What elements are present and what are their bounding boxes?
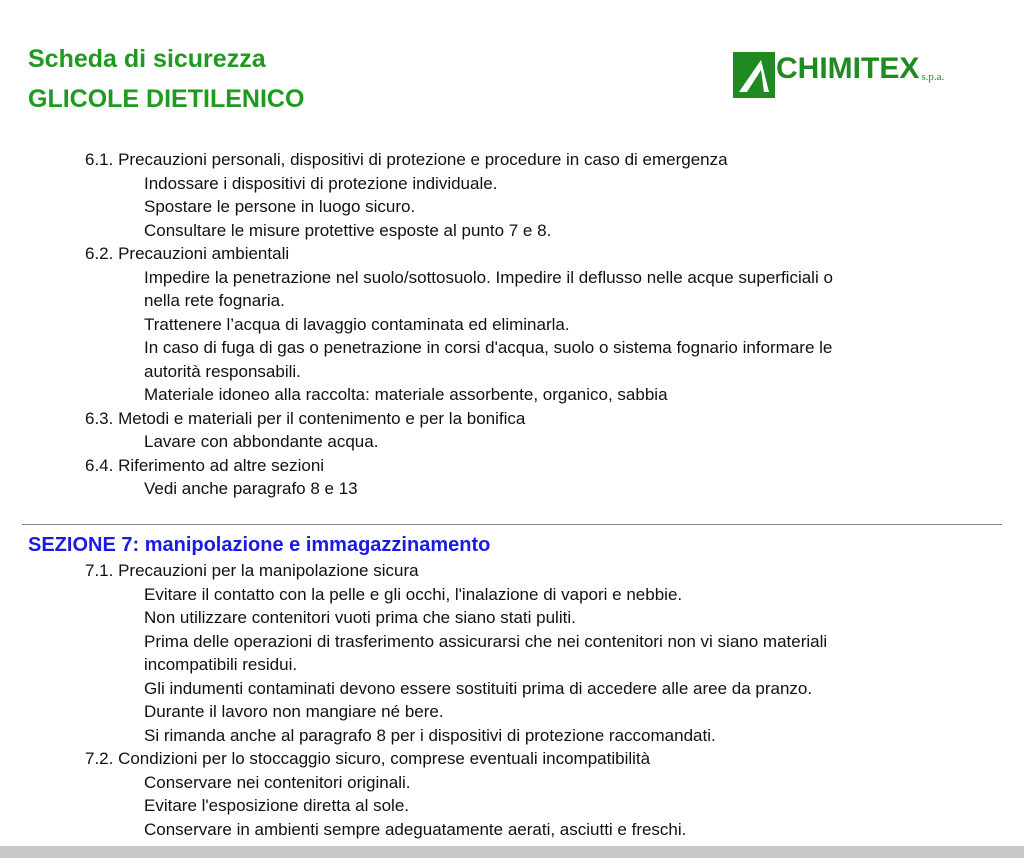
instruction-line: Trattenere l’acqua di lavaggio contaminata ed eliminarla. — [144, 314, 570, 334]
company-logo — [733, 52, 944, 98]
product-name-title: GLICOLE DIETILENICO — [28, 85, 305, 113]
instruction-line: Evitare l'esposizione diretta al sole. — [144, 796, 409, 815]
instruction-line: In caso di fuga di gas o penetrazione in corsi d'acqua, suolo o sistema fognario informare le — [144, 338, 833, 357]
subsection-heading: 7.1. Precauzioni per la manipolazione sicura — [85, 561, 419, 580]
instruction-line: Durante il lavoro non mangiare né bere. — [144, 702, 444, 721]
chimitex-logo-mark-icon — [733, 52, 775, 98]
instruction-line: Vedi anche paragrafo 8 e 13 — [144, 479, 358, 498]
instruction-line: Conservare nei contenitori originali. — [144, 772, 411, 792]
instruction-line: Prima delle operazioni di trasferimento assicurarsi che nei contenitori non vi siano materiali — [144, 631, 828, 651]
section-6-content — [0, 148, 1024, 501]
subsection-heading: 6.4. Riferimento ad altre sezioni — [85, 455, 325, 475]
section-7-content — [0, 559, 1024, 841]
subsection-heading: 6.1. Precauzioni personali, dispositivi di protezione e procedure in caso di emergenza — [85, 150, 728, 169]
instruction-line: Impedire la penetrazione nel suolo/sottosuolo. Impedire il deflusso nelle acque superficiali o — [144, 267, 833, 287]
section-divider — [22, 524, 1002, 525]
section-7-title: SEZIONE 7: manipolazione e immagazzinamento — [28, 534, 491, 556]
logo-suffix: s.p.a. — [921, 71, 945, 83]
viewer-bottom-bar — [0, 846, 1024, 858]
instruction-line: incompatibili residui. — [144, 655, 298, 674]
instruction-line: Non utilizzare contenitori vuoti prima che siano stati puliti. — [144, 608, 576, 627]
instruction-line: Materiale idoneo alla raccolta: materiale assorbente, organico, sabbia — [144, 385, 668, 404]
instruction-line: Lavare con abbondante acqua. — [144, 432, 379, 451]
instruction-line: autorità responsabili. — [144, 361, 301, 381]
instruction-line: Si rimanda anche al paragrafo 8 per i dispositivi di protezione raccomandati. — [144, 725, 716, 745]
instruction-line: Spostare le persone in luogo sicuro. — [144, 197, 416, 216]
instruction-line: Indossare i dispositivi di protezione individuale. — [144, 173, 498, 193]
instruction-line: Consultare le misure protettive esposte al punto 7 e 8. — [144, 220, 552, 240]
document-type-title: Scheda di sicurezza — [28, 45, 266, 73]
instruction-line: Gli indumenti contaminati devono essere sostituiti prima di accedere alle aree da pranzo. — [144, 678, 813, 698]
subsection-heading: 6.2. Precauzioni ambientali — [85, 244, 290, 263]
subsection-heading: 7.2. Condizioni per lo stoccaggio sicuro, comprese eventuali incompatibilità — [85, 749, 651, 768]
logo-wordmark: CHIMITEX — [776, 52, 920, 85]
instruction-line: Conservare in ambienti sempre adeguatamente aerati, asciutti e freschi. — [144, 819, 687, 839]
instruction-line: Evitare il contatto con la pelle e gli occhi, l'inalazione di vapori e nebbie. — [144, 584, 683, 604]
instruction-line: nella rete fognaria. — [144, 291, 285, 310]
subsection-heading: 6.3. Metodi e materiali per il contenimento e per la bonifica — [85, 408, 526, 428]
